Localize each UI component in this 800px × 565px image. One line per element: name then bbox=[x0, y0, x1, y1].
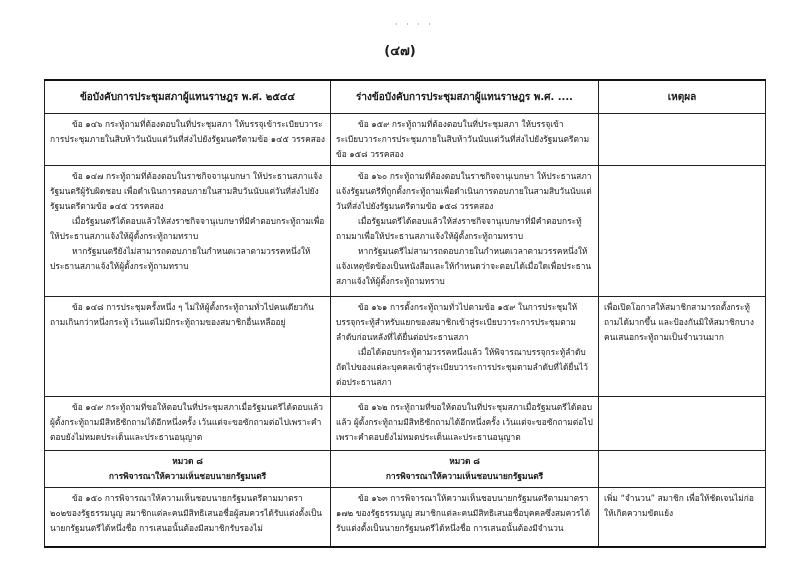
paragraph: ข้อ ๑๕๙ กระทู้ถามที่ต้องตอบในที่ประชุมสภา ให้บรรจุเข้าระเบียบวาระการประชุมภายในสิบห้าวันนับแต่วันที่ส่งไปยังรัฐมนตรีตามข้อ ๑๕๘ วรรคสอง bbox=[336, 119, 590, 159]
table-row bbox=[45, 166, 766, 297]
reason-cell: เพื่อเปิดโอกาสให้สมาชิกสามารถตั้งกระทู้ถามได้มากขึ้น และป้องกันมิให้สมาชิกบางคนเสนอกระทู้ถามเป็นจำนวนมาก bbox=[599, 297, 766, 397]
chapter-number: หมวด ๘ bbox=[172, 456, 203, 466]
header-current-regulation: ข้อบังคับการประชุมสภาผู้แทนราษฎร พ.ศ. ๒๕๔๔ bbox=[45, 80, 331, 114]
paragraph: เมื่อได้ตอบกระทู้ตามวรรคหนึ่งแล้ว ให้พิจารณาบรรจุกระทู้ลำดับถัดไปของแต่ละบุคคลเข้าสู่ระเบียบวาระการประชุมตามลำดับที่ได้ยื่นไว้ต่อประธานสภา bbox=[336, 347, 588, 387]
paragraph: ข้อ ๑๔๘ การประชุมครั้งหนึ่ง ๆ ไม่ให้ผู้ตั้งกระทู้ถามทั่วไปคนเดียวกันถามเกินกว่าหนึ่งกระทู้ เว้นแต่ไม่มีกระทู้ถามของสมาชิกอื่นเหลืออยู่ bbox=[50, 302, 314, 327]
table-row bbox=[45, 488, 766, 548]
comparison-table bbox=[44, 79, 766, 548]
paragraph: ข้อ ๑๔๖ กระทู้ถามที่ต้องตอบในที่ประชุมสภา ให้บรรจุเข้าระเบียบวาระการประชุมภายในสิบห้าวันนับแต่วันที่ส่งไปยังรัฐมนตรีตามข้อ ๑๔๕ วรรคสอง bbox=[50, 119, 325, 144]
paragraph: ข้อ ๑๔๗ กระทู้ถามที่ต้องตอบในราชกิจจานุเบกษา ให้ประธานสภาแจ้งรัฐมนตรีผู้รับผิดชอบ เพื่อดำเนินการตอบภายในสามสิบวันนับแต่วันที่ส่งไปยังรัฐมนตรีตามข้อ ๑๔๕ วรรคสอง bbox=[50, 171, 323, 211]
paragraph: เมื่อรัฐมนตรีได้ตอบแล้วให้ส่งราชกิจจานุเบกษาที่มีคำตอบกระทู้ถามเพื่อให้ประธานสภาแจ้งให้ผู้ตั้งกระทู้ถามทราบ bbox=[50, 216, 325, 241]
scan-marks: · · · · bbox=[395, 20, 434, 29]
old-text-cell bbox=[45, 297, 331, 397]
old-text-cell bbox=[45, 488, 331, 548]
page-number: (๔๗) bbox=[384, 44, 416, 59]
chapter-title: การพิจารณาให้ความเห็นชอบนายกรัฐมนตรี bbox=[108, 471, 267, 481]
new-text-cell bbox=[331, 297, 599, 397]
reason-cell bbox=[599, 397, 766, 451]
chapter-heading-row bbox=[45, 451, 766, 488]
reason-cell: เพิ่ม “จำนวน” สมาชิก เพื่อให้ชัดเจนไม่ก่อให้เกิดความขัดแย้ง bbox=[599, 488, 766, 548]
table-row bbox=[45, 397, 766, 451]
new-text-cell bbox=[331, 166, 599, 297]
reason-cell bbox=[599, 166, 766, 297]
new-text-cell bbox=[331, 488, 599, 548]
paragraph: ข้อ ๑๖๐ กระทู้ถามที่ต้องตอบในราชกิจจานุเบกษา ให้ประธานสภาแจ้งรัฐมนตรีที่ถูกตั้งกระทู้ถามเพื่อดำเนินการตอบภายในสามสิบวันนับแต่วันที่ส่งไปยังรัฐมนตรีตามข้อ ๑๕๘ วรรคสอง bbox=[336, 171, 592, 211]
old-text-cell bbox=[45, 166, 331, 297]
new-text-cell bbox=[331, 114, 599, 166]
paragraph: ข้อ ๑๔๙ กระทู้ถามที่ขอให้ตอบในที่ประชุมสภาเมื่อรัฐมนตรีได้ตอบแล้ว ผู้ตั้งกระทู้ถามมีสิทธิซักถามได้อีกหนึ่งครั้ง เว้นแต่จะขอซักถามต่อไปเพราะคำตอบยังไม่หมดประเด็นและประธานอนุญาต bbox=[50, 402, 323, 442]
paragraph: ข้อ ๑๖๑ การตั้งกระทู้ถามทั่วไปตามข้อ ๑๕๙ ในการประชุมให้บรรจุกระทู้สำหรับแยกของสมาชิกเข้าสู่ระเบียบวาระการประชุมตามลำดับก่อนหลังที่ได้ยื่นต่อประธานสภา bbox=[336, 302, 578, 342]
chapter-number: หมวด ๘ bbox=[449, 456, 480, 466]
header-reason: เหตุผล bbox=[599, 80, 766, 114]
old-text-cell bbox=[45, 397, 331, 451]
old-text-cell bbox=[45, 114, 331, 166]
new-text-cell bbox=[331, 397, 599, 451]
new-chapter-heading bbox=[331, 451, 599, 488]
reason-cell bbox=[599, 114, 766, 166]
paragraph: เมื่อรัฐมนตรีได้ตอบแล้วให้ส่งราชกิจจานุเบกษาที่มีคำตอบกระทู้ถามมาเพื่อให้ประธานสภาแจ้งให้ผู้ตั้งกระทู้ถามทราบ bbox=[336, 216, 582, 241]
table-header-row bbox=[45, 80, 766, 114]
paragraph: หากรัฐมนตรีไม่สามารถตอบภายในกำหนดเวลาตามวรรคหนึ่งให้แจ้งเหตุขัดข้องเป็นหนังสือและให้กำหนดว่าจะตอบได้เมื่อใดเพื่อประธานสภาแจ้งให้ผู้ตั้งกระทู้ถามทราบ bbox=[336, 246, 592, 286]
paragraph: ข้อ ๑๕๐ การพิจารณาให้ความเห็นชอบนายกรัฐมนตรีตามมาตรา ๒๐๒ของรัฐธรรมนูญ สมาชิกแต่ละคนมีสิทธิเสนอชื่อผู้สมควรได้รับแต่งตั้งเป็นนายกรัฐมนตรีได้หนึ่งชื่อ การเสนอนั้นต้องมีสมาชิกรับรองไม่ bbox=[50, 493, 323, 533]
paragraph: หากรัฐมนตรียังไม่สามารถตอบภายในกำหนดเวลาตามวรรคหนึ่งให้ประธานสภาแจ้งให้ผู้ตั้งกระทู้ถามทราบ bbox=[50, 246, 311, 271]
paragraph: ข้อ ๑๖๒ กระทู้ถามที่ขอให้ตอบในที่ประชุมสภาเมื่อรัฐมนตรีได้ตอบแล้ว ผู้ตั้งกระทู้ถามมีสิทธิซักถามได้อีกหนึ่งครั้ง เว้นแต่จะขอซักถามต่อไปเพราะคำตอบยังไม่หมดประเด็นและประธานอนุญาต bbox=[336, 402, 593, 442]
table-row bbox=[45, 297, 766, 397]
reason-cell bbox=[599, 451, 766, 488]
old-chapter-heading bbox=[45, 451, 331, 488]
table-row bbox=[45, 114, 766, 166]
paragraph: ข้อ ๑๖๓ การพิจารณาให้ความเห็นชอบนายกรัฐมนตรีตามมาตรา ๑๗๒ ของรัฐธรรมนูญ สมาชิกแต่ละคนมีสิทธิเสนอชื่อบุคคลซึ่งสมควรได้รับแต่งตั้งเป็นนายกรัฐมนตรีได้หนึ่งชื่อ การเสนอนั้นต้องมีจำนวน bbox=[336, 493, 591, 533]
chapter-title: การพิจารณาให้ความเห็นชอบนายกรัฐมนตรี bbox=[385, 471, 544, 481]
header-draft-regulation: ร่างข้อบังคับการประชุมสภาผู้แทนราษฎร พ.ศ. .... bbox=[331, 80, 599, 114]
